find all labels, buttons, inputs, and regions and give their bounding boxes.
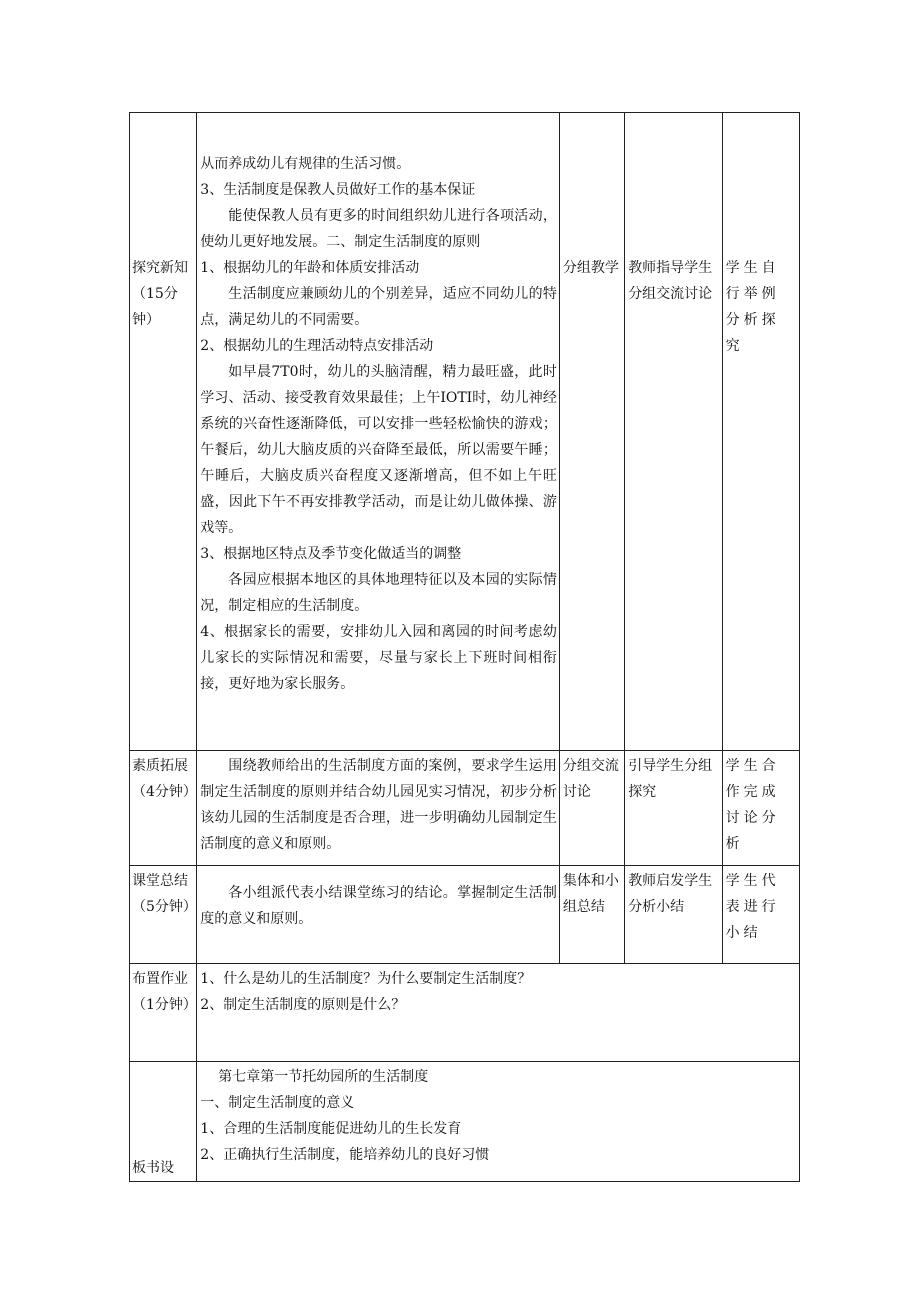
stage-label-board: 板书设 xyxy=(132,1160,174,1176)
student-cell-quality xyxy=(722,751,799,866)
homework-item-0: 1、什么是幼儿的生活制度？为什么要制定生活制度？ xyxy=(200,971,532,987)
explore-line-4: 生活制度应兼顾幼儿的个别差异，适应不同幼儿的特点，满足幼儿的不同需要。 xyxy=(200,286,557,328)
row-board xyxy=(130,1062,800,1182)
method-cell-explore xyxy=(559,113,624,751)
board-line-3: 2、正确执行生活制度，能培养幼儿的良好习惯 xyxy=(200,1147,490,1163)
stage-label-quality: 素质拓展（4分钟） xyxy=(132,758,197,800)
explore-line-5: 2、根据幼儿的生理活动特点安排活动 xyxy=(200,338,434,354)
method-quality: 分组交流讨论 xyxy=(562,758,619,800)
content-cell-board xyxy=(197,1062,800,1182)
teacher-cell-summary xyxy=(625,866,722,964)
board-line-0: 第七章第一节托幼园所的生活制度 xyxy=(218,1069,429,1085)
teacher-summary: 教师启发学生分析小结 xyxy=(628,873,713,915)
explore-line-0: 从而养成幼儿有规律的生活习惯。 xyxy=(200,156,411,172)
content-cell-quality xyxy=(197,751,560,866)
content-cell-summary xyxy=(197,866,560,964)
method-explore: 分组教学 xyxy=(562,260,619,276)
method-cell-quality xyxy=(559,751,624,866)
row-homework xyxy=(130,964,800,1062)
stage-cell-board xyxy=(130,1062,197,1182)
summary-content: 各小组派代表小结课堂练习的结论。掌握制定生活制度的意义和原则。 xyxy=(200,885,557,927)
method-cell-summary xyxy=(559,866,624,964)
stage-label-homework: 布置作业（1分钟） xyxy=(132,971,197,1013)
explore-line-1: 3、生活制度是保教人员做好工作的基本保证 xyxy=(200,182,476,198)
explore-line-3: 1、根据幼儿的年龄和体质安排活动 xyxy=(200,260,420,276)
explore-line-8: 各园应根据本地区的具体地理特征以及本园的实际情况，制定相应的生活制度。 xyxy=(200,572,557,614)
student-summary: 学生代表进行小结 xyxy=(725,873,780,941)
student-cell-summary xyxy=(722,866,799,964)
explore-line-2: 能使保教人员有更多的时间组织幼儿进行各项活动，使幼儿更好地发展。二、制定生活制度的原则 xyxy=(200,208,557,250)
student-cell-explore xyxy=(722,113,799,751)
explore-line-6: 如早晨7T0时，幼儿的头脑清醒，精力最旺盛，此时学习、活动、接受教育效果最佳；上午IOTI时，幼儿神经系统的兴奋性逐渐降低，可以安排一些轻松愉快的游戏；午餐后，幼儿大脑皮质的兴奋降至最低，所以需要午睡；午睡后，大脑皮质兴奋程度又逐渐增高，但不如上午旺盛，因此下午不再安排教学活动，而是让幼儿做体操、游戏等。 xyxy=(200,364,557,536)
teacher-explore: 教师指导学生分组交流讨论 xyxy=(628,260,713,302)
stage-label-explore: 探究新知（15分钟） xyxy=(132,260,188,328)
student-quality: 学生合作完成讨论分析 xyxy=(725,758,780,852)
teacher-cell-quality xyxy=(625,751,722,866)
explore-line-9: 4、根据家长的需要，安排幼儿入园和离园的时间考虑幼儿家长的实际情况和需要，尽量与家长上下班时间相衔接，更好地为家长服务。 xyxy=(200,624,557,692)
content-cell-explore xyxy=(197,113,560,751)
content-cell-homework xyxy=(197,964,800,1062)
board-line-2: 1、合理的生活制度能促进幼儿的生长发育 xyxy=(200,1121,462,1137)
stage-cell-summary xyxy=(130,866,197,964)
row-summary xyxy=(130,866,800,964)
row-explore xyxy=(130,113,800,751)
stage-cell-quality xyxy=(130,751,197,866)
lesson-plan-table xyxy=(129,112,800,1182)
stage-label-summary: 课堂总结（5分钟） xyxy=(132,873,197,915)
teacher-cell-explore xyxy=(625,113,722,751)
stage-cell-explore xyxy=(130,113,197,751)
student-explore: 学生自行举例分析探究 xyxy=(725,260,780,354)
teacher-quality: 引导学生分组探究 xyxy=(628,758,713,800)
homework-item-1: 2、制定生活制度的原则是什么？ xyxy=(200,997,406,1013)
board-line-1: 一、制定生活制度的意义 xyxy=(200,1095,355,1111)
quality-content: 围绕教师给出的生活制度方面的案例，要求学生运用制定生活制度的原则并结合幼儿园见实习情况，初步分析该幼儿园的生活制度是否合理，进一步明确幼儿园制定生活制度的意义和原则。 xyxy=(200,758,557,852)
method-summary: 集体和小组总结 xyxy=(562,873,619,915)
explore-line-7: 3、根据地区特点及季节变化做适当的调整 xyxy=(200,546,462,562)
stage-cell-homework xyxy=(130,964,197,1062)
row-quality xyxy=(130,751,800,866)
